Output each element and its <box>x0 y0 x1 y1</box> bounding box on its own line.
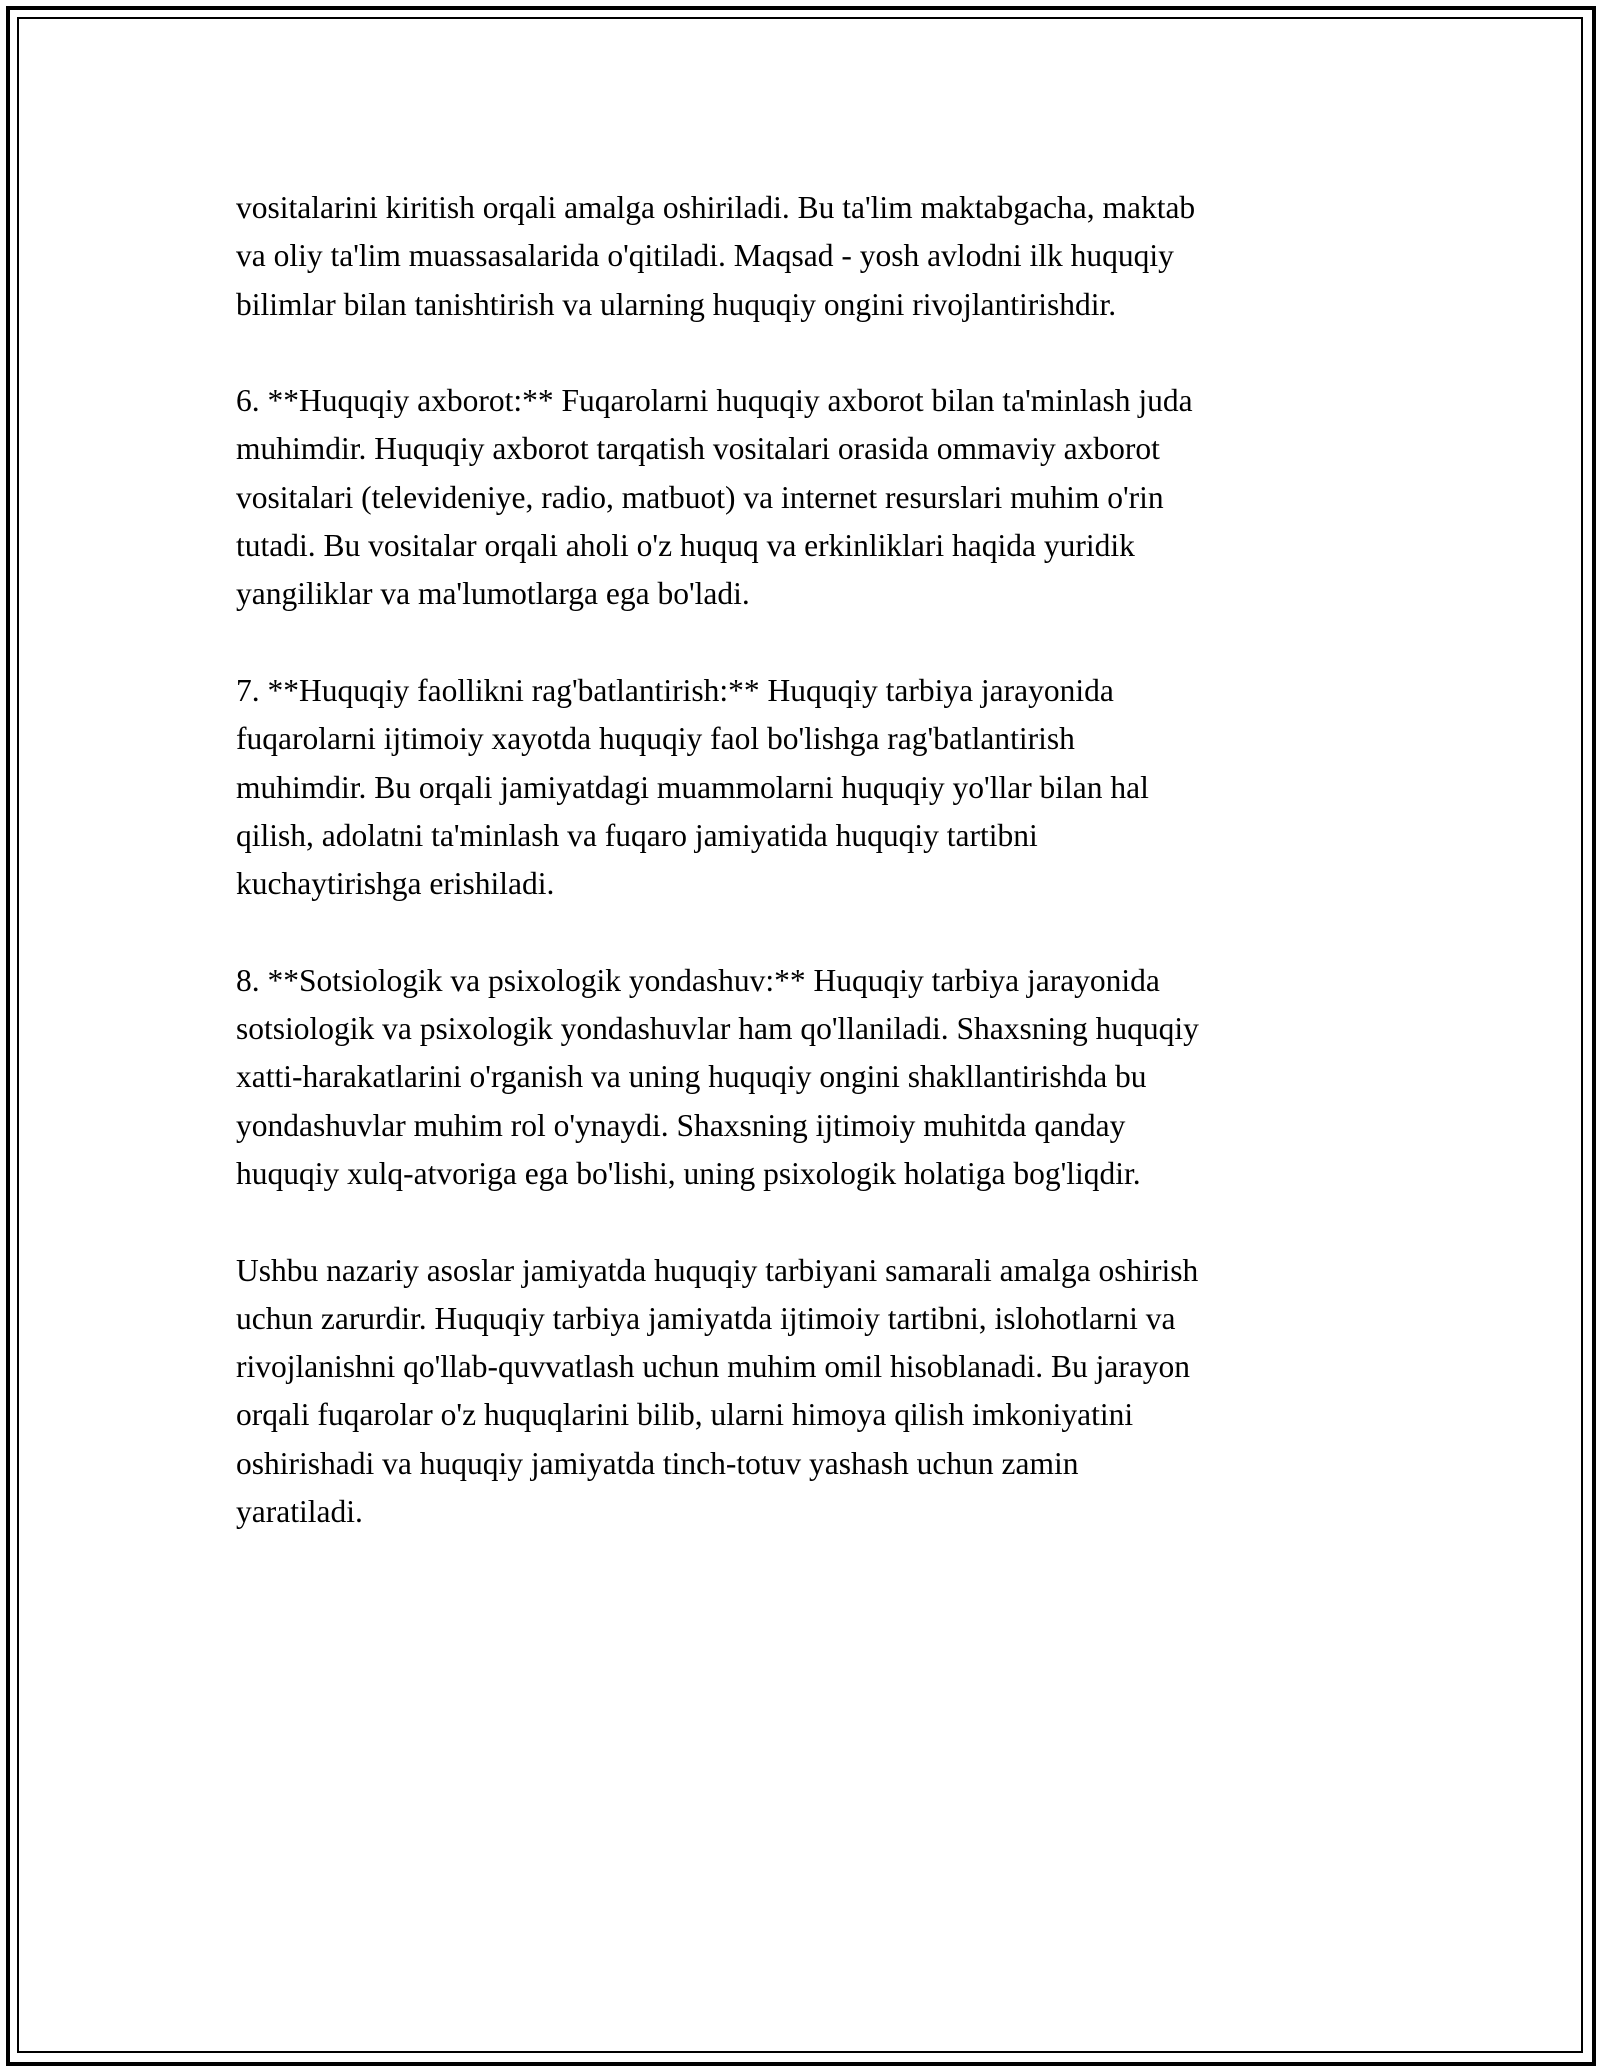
paragraph-conclusion <box>236 1247 1396 1537</box>
text-line: fuqarolarni ijtimoiy xayotda huquqiy faol bo'lishga rag'batlantirish <box>236 721 1075 757</box>
text-line: kuchaytirishga erishiladi. <box>236 866 555 902</box>
text-line: huquqiy xulq-atvoriga ega bo'lishi, uning psixologik holatiga bog'liqdir. <box>236 1155 1141 1191</box>
text-line: muhimdir. Huquqiy axborot tarqatish vositalari orasida ommaviy axborot <box>236 431 1160 467</box>
text-line: va oliy ta'lim muassasalarida o'qitiladi. Maqsad - yosh avlodni ilk huquqiy <box>236 238 1174 274</box>
text-line: uchun zarurdir. Huquqiy tarbiya jamiyatda ijtimoiy tartibni, islohotlarni va <box>236 1300 1176 1336</box>
text-line: 7. **Huquqiy faollikni rag'batlantirish:** Huquqiy tarbiya jarayonida <box>236 672 1114 708</box>
text-line: 6. **Huquqiy axborot:** Fuqarolarni huquqiy axborot bilan ta'minlash juda <box>236 383 1193 419</box>
text-line: xatti-harakatlarini o'rganish va uning huquqiy ongini shakllantirishda bu <box>236 1059 1147 1095</box>
text-line: yaratiladi. <box>236 1494 363 1530</box>
paragraph-continuation <box>236 184 1396 329</box>
text-line: bilimlar bilan tanishtirish va ularning huquqiy ongini rivojlantirishdir. <box>236 286 1117 322</box>
document-body <box>236 184 1396 1585</box>
text-line: Ushbu nazariy asoslar jamiyatda huquqiy tarbiyani samarali amalga oshirish <box>236 1252 1199 1288</box>
text-line: vositalarini kiritish orqali amalga oshiriladi. Bu ta'lim maktabgacha, maktab <box>236 190 1196 225</box>
text-line: rivojlanishni qo'llab-quvvatlash uchun muhim omil hisoblanadi. Bu jarayon <box>236 1349 1191 1385</box>
text-line: sotsiologik va psixologik yondashuvlar ham qo'llaniladi. Shaxsning huquqiy <box>236 1011 1199 1047</box>
text-line: yondashuvlar muhim rol o'ynaydi. Shaxsning ijtimoiy muhitda qanday <box>236 1107 1126 1143</box>
text-line: muhimdir. Bu orqali jamiyatdagi muammolarni huquqiy yo'llar bilan hal <box>236 769 1149 805</box>
text-line: 8. **Sotsiologik va psixologik yondashuv:** Huquqiy tarbiya jarayonida <box>236 962 1160 998</box>
text-line: orqali fuqarolar o'z huquqlarini bilib, ularni himoya qilish imkoniyatini <box>236 1397 1134 1433</box>
paragraph-item-6 <box>236 377 1396 618</box>
text-line: tutadi. Bu vositalar orqali aholi o'z huquq va erkinliklari haqida yuridik <box>236 528 1135 564</box>
text-line: oshirishadi va huquqiy jamiyatda tinch-totuv yashash uchun zamin <box>236 1445 1079 1481</box>
text-line: qilish, adolatni ta'minlash va fuqaro jamiyatida huquqiy tartibni <box>236 817 1038 853</box>
text-line: vositalari (televideniye, radio, matbuot) va internet resurslari muhim o'rin <box>236 479 1164 515</box>
paragraph-item-8 <box>236 957 1396 1198</box>
paragraph-item-7 <box>236 667 1396 908</box>
text-line: yangiliklar va ma'lumotlarga ega bo'ladi. <box>236 576 750 612</box>
